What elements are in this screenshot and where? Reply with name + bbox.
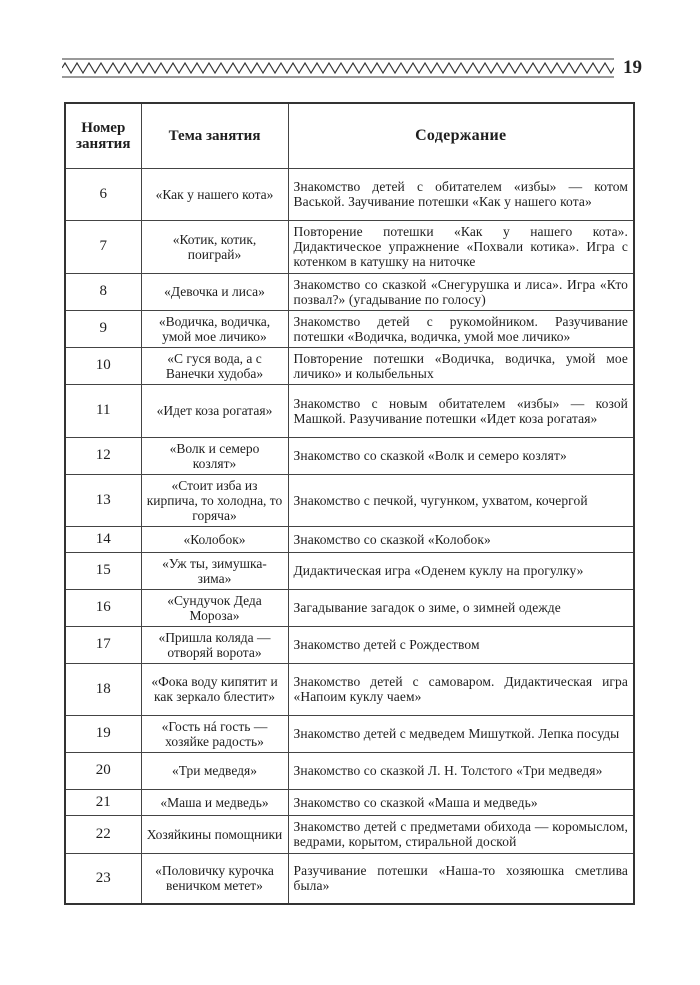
lesson-content-cell: Знакомство с новым обитателем «избы» — козой Машкой. Разучивание потешки «Идет коза рогатая»: [288, 384, 634, 437]
table-row: [65, 474, 634, 526]
lessons-table: [64, 102, 635, 905]
table-row: [65, 310, 634, 347]
lesson-number-cell: 14: [65, 526, 141, 552]
lesson-content-cell: Повторение потешки «Как у нашего кота». Дидактическое упражнение «Похвали котика». Игра с котенком в катушку на ниточке: [288, 220, 634, 273]
table-row: [65, 853, 634, 904]
lesson-number-cell: 6: [65, 168, 141, 220]
page-header: [62, 56, 642, 82]
lesson-content-cell: Дидактическая игра «Оденем куклу на прогулку»: [288, 552, 634, 589]
lesson-topic-cell: «С гуся вода, а с Ванечки худоба»: [141, 347, 288, 384]
table-row: [65, 752, 634, 789]
lesson-number-cell: 10: [65, 347, 141, 384]
lesson-content-cell: Знакомство со сказкой «Маша и медведь»: [288, 789, 634, 815]
lesson-number-cell: 18: [65, 663, 141, 715]
lesson-topic-cell: «Колобок»: [141, 526, 288, 552]
lesson-number-cell: 17: [65, 626, 141, 663]
lesson-topic-cell: «Пришла коляда — отворяй ворота»: [141, 626, 288, 663]
lesson-topic-cell: «Сундучок Деда Мороза»: [141, 589, 288, 626]
lesson-topic-cell: «Котик, котик, поиграй»: [141, 220, 288, 273]
lesson-topic-cell: «Волк и семеро козлят»: [141, 437, 288, 474]
table-row: [65, 168, 634, 220]
lesson-content-cell: Знакомство со сказкой «Снегурушка и лиса». Игра «Кто позвал?» (угадывание по голосу): [288, 273, 634, 310]
table-row: [65, 552, 634, 589]
header-lesson-number: Номер занятия: [65, 103, 141, 168]
lesson-topic-cell: «Половичку курочка веничком метет»: [141, 853, 288, 904]
lesson-topic-cell: «Три медведя»: [141, 752, 288, 789]
lesson-content-cell: Знакомство детей с самоваром. Дидактическая игра «Напоим куклу чаем»: [288, 663, 634, 715]
table-row: [65, 815, 634, 853]
table-row: [65, 663, 634, 715]
lesson-content-cell: Знакомство с печкой, чугунком, ухватом, кочергой: [288, 474, 634, 526]
table-row: [65, 526, 634, 552]
lesson-content-cell: Знакомство детей с обитателем «избы» — котом Васькой. Заучивание потешки «Как у нашего кота»: [288, 168, 634, 220]
lesson-topic-cell: «Маша и медведь»: [141, 789, 288, 815]
lesson-number-cell: 23: [65, 853, 141, 904]
lesson-number-cell: 16: [65, 589, 141, 626]
lesson-number-cell: 9: [65, 310, 141, 347]
page-number: 19: [623, 57, 642, 78]
table-row: [65, 589, 634, 626]
header-lesson-topic: Тема занятия: [141, 103, 288, 168]
lesson-content-cell: Знакомство детей с рукомойником. Разучивание потешки «Водичка, водичка, умой мое личико»: [288, 310, 634, 347]
lesson-content-cell: Знакомство детей с медведем Мишуткой. Лепка посуды: [288, 715, 634, 752]
table-row: [65, 715, 634, 752]
lesson-content-cell: Знакомство детей с Рождеством: [288, 626, 634, 663]
table-row: [65, 273, 634, 310]
lesson-topic-cell: «Стоит изба из кирпича, то холодна, то горяча»: [141, 474, 288, 526]
lesson-content-cell: Знакомство со сказкой «Волк и семеро козлят»: [288, 437, 634, 474]
lesson-topic-cell: «Уж ты, зимушка-зима»: [141, 552, 288, 589]
table-row: [65, 437, 634, 474]
lesson-number-cell: 22: [65, 815, 141, 853]
lesson-number-cell: 21: [65, 789, 141, 815]
lesson-number-cell: 20: [65, 752, 141, 789]
lesson-content-cell: Знакомство со сказкой Л. Н. Толстого «Три медведя»: [288, 752, 634, 789]
lesson-content-cell: Разучивание потешки «Наша-то хозяюшка сметлива была»: [288, 853, 634, 904]
lesson-number-cell: 12: [65, 437, 141, 474]
lesson-number-cell: 15: [65, 552, 141, 589]
lesson-number-cell: 11: [65, 384, 141, 437]
lesson-topic-cell: «Девочка и лиса»: [141, 273, 288, 310]
lesson-topic-cell: «Идет коза рогатая»: [141, 384, 288, 437]
lesson-number-cell: 8: [65, 273, 141, 310]
table-row: [65, 789, 634, 815]
header-lesson-content: Содержание: [288, 103, 634, 168]
lesson-number-cell: 7: [65, 220, 141, 273]
lesson-content-cell: Загадывание загадок о зиме, о зимней одежде: [288, 589, 634, 626]
lesson-number-cell: 13: [65, 474, 141, 526]
lesson-topic-cell: «Как у нашего кота»: [141, 168, 288, 220]
lesson-topic-cell: «Фока воду кипятит и как зеркало блестит»: [141, 663, 288, 715]
lesson-topic-cell: Хозяйкины помощники: [141, 815, 288, 853]
table-header-row: [65, 103, 634, 168]
table-row: [65, 626, 634, 663]
lesson-topic-cell: «Водичка, водичка, умой мое личико»: [141, 310, 288, 347]
table-row: [65, 220, 634, 273]
lesson-content-cell: Знакомство детей с предметами обихода — коромыслом, ведрами, корытом, стиральной доской: [288, 815, 634, 853]
header-ornament-rule: [62, 56, 614, 82]
lesson-content-cell: Повторение потешки «Водичка, водичка, умой мое личико» и колыбельных: [288, 347, 634, 384]
lesson-topic-cell: «Гость нá гость — хозяйке радость»: [141, 715, 288, 752]
table-row: [65, 347, 634, 384]
table-row: [65, 384, 634, 437]
lesson-number-cell: 19: [65, 715, 141, 752]
lesson-content-cell: Знакомство со сказкой «Колобок»: [288, 526, 634, 552]
